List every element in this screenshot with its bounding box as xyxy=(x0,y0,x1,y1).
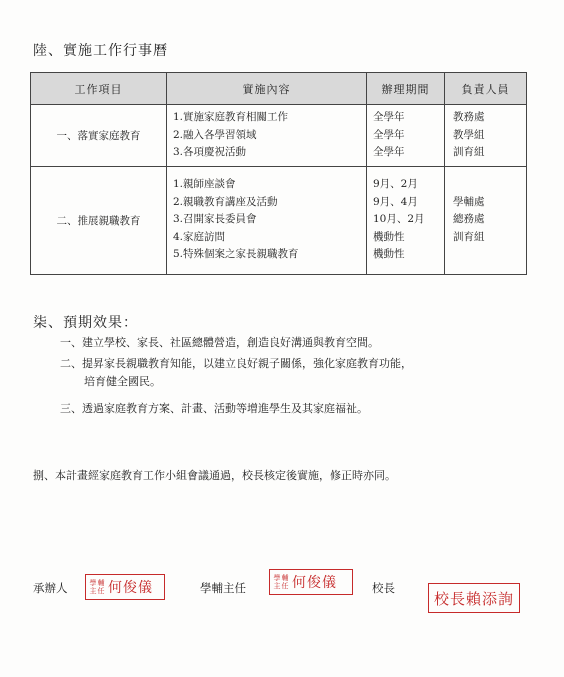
director-seal-name: 何俊儀 xyxy=(292,575,337,591)
result-item-1: 一、建立學校、家長、社區總體營造，創造良好溝通與教育空間。 xyxy=(60,336,379,349)
period-line: 機動性 xyxy=(373,248,405,261)
section6-title: 陸、實施工作行事曆 xyxy=(33,43,168,59)
staff-line: 學輔處 xyxy=(453,195,485,208)
result-item-2-continued: 培育健全國民。 xyxy=(84,375,161,388)
header-work-item: 工作項目 xyxy=(31,73,167,105)
principal-label: 校長 xyxy=(372,581,395,595)
table-row xyxy=(31,166,527,274)
period-cell xyxy=(367,166,445,274)
work-item-cell: 二、推展親職教育 xyxy=(31,166,167,274)
period-line: 全學年 xyxy=(373,111,405,123)
schedule-table xyxy=(30,72,527,275)
content-cell xyxy=(167,166,367,274)
staff-line: 總務處 xyxy=(453,213,485,226)
undertaker-label: 承辦人 xyxy=(33,581,68,595)
content-line: 2.融入各學習領域 xyxy=(173,128,257,141)
content-cell xyxy=(167,105,367,167)
period-line: 機動性 xyxy=(373,230,405,243)
result-item-2: 二、提昇家長親職教育知能，以建立良好親子關係，強化家庭教育功能， xyxy=(60,357,412,370)
content-line: 1.實施家庭教育相關工作 xyxy=(173,111,289,123)
table-row xyxy=(31,105,527,167)
section8-note: 捌、本計畫經家庭教育工作小組會議通過，校長核定後實施，修正時亦同。 xyxy=(33,469,396,482)
undertaker-seal-name: 何俊儀 xyxy=(108,580,153,596)
header-staff: 負責人員 xyxy=(445,73,527,105)
content-line: 3.召開家長委員會 xyxy=(173,213,257,226)
staff-cell xyxy=(445,105,527,167)
director-seal-title: 學 輔 主 任 xyxy=(273,574,289,590)
content-line: 1.親師座談會 xyxy=(173,178,236,191)
content-line: 4.家庭訪問 xyxy=(173,230,226,243)
period-line: 10月、2月 xyxy=(373,213,425,226)
result-item-3: 三、透過家庭教育方案、計畫、活動等增進學生及其家庭福祉。 xyxy=(60,402,368,415)
period-line: 全學年 xyxy=(373,146,405,158)
director-label: 學輔主任 xyxy=(200,581,246,595)
director-seal xyxy=(269,569,353,595)
staff-line: 教學組 xyxy=(453,128,485,141)
undertaker-seal xyxy=(85,574,165,600)
period-line: 9月、2月 xyxy=(373,178,418,191)
staff-line: 訓育組 xyxy=(453,146,485,158)
work-item-cell: 一、落實家庭教育 xyxy=(31,105,167,167)
period-line: 9月、4月 xyxy=(373,195,418,208)
header-period: 辦理期間 xyxy=(367,73,445,105)
table-header-row xyxy=(31,73,527,105)
content-line: 2.親職教育講座及活動 xyxy=(173,195,278,208)
content-line: 3.各項慶祝活動 xyxy=(173,146,247,158)
principal-seal-name: 校長賴添詢 xyxy=(433,589,514,608)
principal-seal xyxy=(428,583,520,613)
staff-cell xyxy=(445,166,527,274)
undertaker-seal-title: 學 輔 主 任 xyxy=(89,579,105,595)
staff-line: 訓育組 xyxy=(453,230,485,243)
content-line: 5.特殊個案之家長親職教育 xyxy=(173,248,299,261)
section7-title: 柒、預期效果： xyxy=(33,315,138,331)
staff-line: 教務處 xyxy=(453,111,485,123)
period-line: 全學年 xyxy=(373,128,405,141)
header-content: 實施內容 xyxy=(167,73,367,105)
period-cell xyxy=(367,105,445,167)
